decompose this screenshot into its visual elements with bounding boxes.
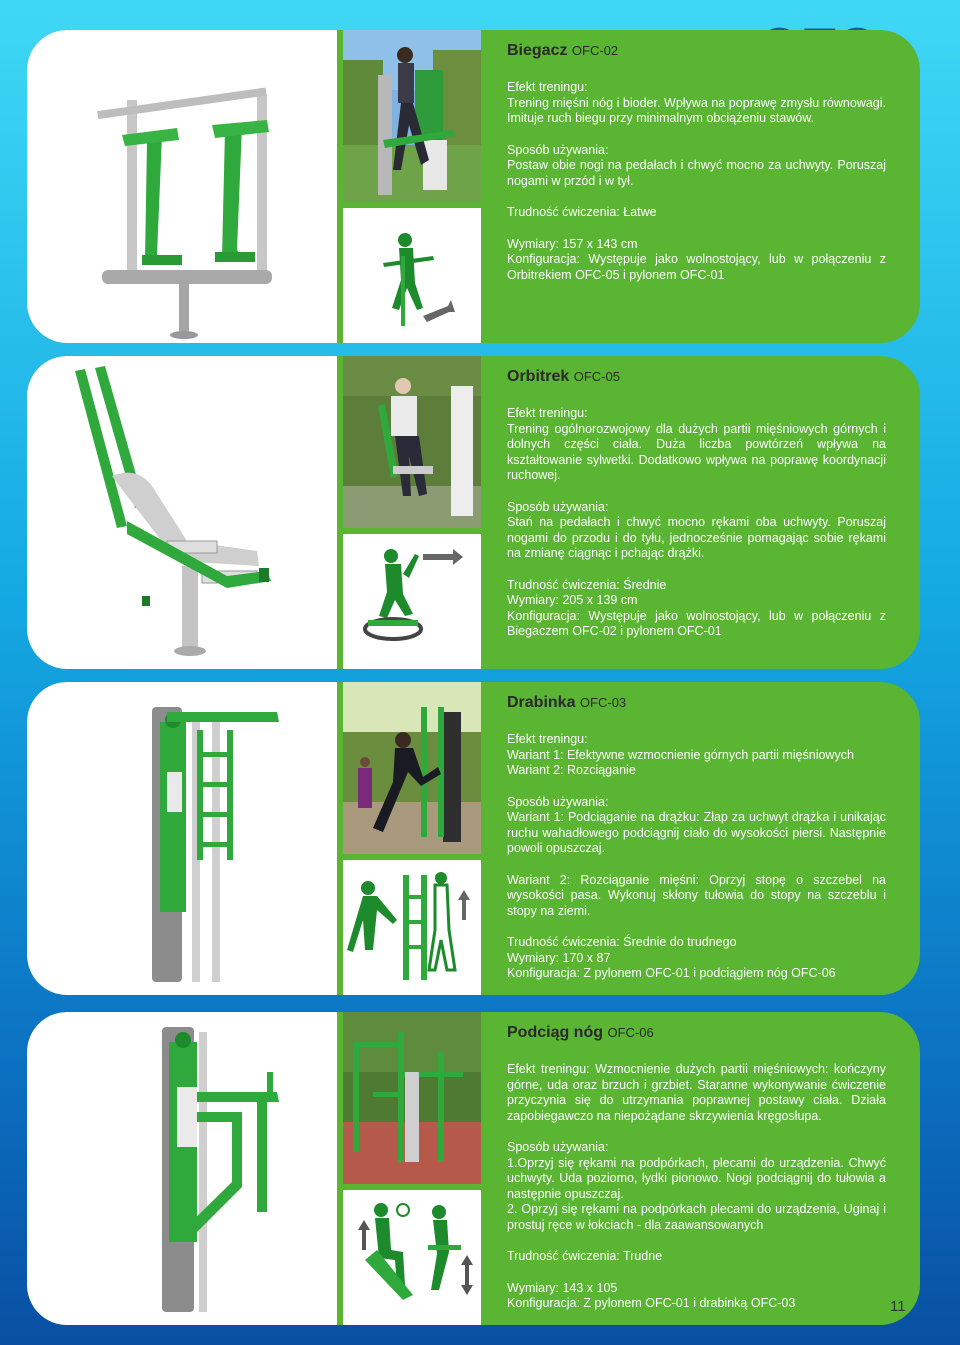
drabinka-render-image bbox=[27, 682, 337, 995]
biegacz-photo bbox=[343, 30, 481, 202]
usage-label: Sposób używania: bbox=[507, 1140, 609, 1154]
configuration: Konfiguracja: Z pylonem OFC-01 i drabinką OFC-03 bbox=[507, 1296, 796, 1310]
product-render-panel bbox=[27, 30, 337, 343]
orbitrek-photo bbox=[343, 356, 481, 528]
usage-text-1: Wariant 1: Podciąganie na drążku: Złap za uchwyt drążka i unikając ruchu wahadłowego podciągnij ciało do wysokości piersi. Następnie powoli opuszczaj. bbox=[507, 810, 886, 855]
product-title: Podciąg nóg OFC-06 bbox=[507, 1024, 654, 1041]
difficulty: Trudność ćwiczenia: Trudne bbox=[507, 1249, 663, 1263]
product-title: Biegacz OFC-02 bbox=[507, 42, 619, 59]
product-card-orbitrek bbox=[27, 356, 920, 669]
biegacz-pictogram bbox=[343, 208, 481, 343]
podciag-photo bbox=[343, 1012, 481, 1184]
difficulty: Trudność ćwiczenia: Średnie do trudnego bbox=[507, 935, 737, 949]
usage-text: Postaw obie nogi na pedałach i chwyć mocno za uchwyty. Poruszaj nogami w przód i w tył. bbox=[507, 158, 886, 188]
podciag-pictogram bbox=[343, 1190, 481, 1325]
training-text: Efekt treningu: Wzmocnienie dużych partii mięśniowych: kończyny górne, uda oraz brzuch i grzbiet. Staranne wykonywanie ćwiczenie przyczynia się do utrzymania poprawnej postawy ciała. Działa zapobiegawczo na niepożądane skrzywienia kręgosłupa. bbox=[507, 1062, 886, 1123]
product-title: Drabinka OFC-03 bbox=[507, 694, 627, 711]
training-variant-1: Wariant 1: Efektywne wzmocnienie górnych partii mięśniowych bbox=[507, 747, 854, 762]
usage-text-2: Wariant 2: Rozciąganie mięśni: Oprzyj stopę o szczebel na wysokości pasa. Wykonuj skłony tułowia do stopy na szczeblu i stopy na ziemi. bbox=[507, 872, 886, 918]
difficulty: Trudność ćwiczenia: Łatwe bbox=[507, 205, 657, 219]
drabinka-photo bbox=[343, 682, 481, 854]
configuration: Konfiguracja: Występuje jako wolnostojący, lub w połączeniu z Orbitrekiem OFC-05 i pylonem OFC-01 bbox=[507, 252, 886, 282]
product-title: Orbitrek OFC-05 bbox=[507, 368, 620, 385]
usage-text-2: 2. Oprzyj się rękami na podpórkach plecami do urządzenia, Uginaj i prostuj ręce w łokciach - dla zaawansowanych bbox=[507, 1202, 886, 1232]
podciag-description bbox=[507, 1012, 886, 1312]
dimensions: Wymiary: 170 x 87 bbox=[507, 950, 611, 965]
usage-label: Sposób używania: bbox=[507, 794, 609, 809]
product-card-biegacz bbox=[27, 30, 920, 343]
difficulty: Trudność ćwiczenia: Średnie bbox=[507, 577, 667, 592]
drabinka-description bbox=[507, 682, 886, 982]
usage-label: Sposób używania: bbox=[507, 499, 609, 514]
product-render-panel bbox=[27, 682, 337, 995]
training-label: Efekt treningu: bbox=[507, 80, 588, 94]
product-render-panel bbox=[27, 1012, 337, 1325]
usage-label: Sposób używania: bbox=[507, 142, 609, 157]
training-label: Efekt treningu: bbox=[507, 732, 588, 746]
orbitrek-description bbox=[507, 356, 886, 640]
product-card-podciag-nog bbox=[27, 1012, 920, 1325]
podciag-render-image bbox=[27, 1012, 337, 1325]
training-text: Trening mięśni nóg i bioder. Wpływa na poprawę zmysłu równowagi. Imituje ruch biegu przy minimalnym obciążeniu stawów. bbox=[507, 95, 886, 125]
drabinka-pictogram bbox=[343, 860, 481, 995]
training-variant-2: Wariant 2: Rozciąganie bbox=[507, 763, 636, 777]
orbitrek-pictogram bbox=[343, 534, 481, 669]
page-number: 11 bbox=[890, 1298, 906, 1315]
product-render-panel bbox=[27, 356, 337, 669]
product-card-drabinka bbox=[27, 682, 920, 995]
configuration: Konfiguracja: Z pylonem OFC-01 i podciągiem nóg OFC-06 bbox=[507, 966, 836, 980]
usage-text-1: 1.Oprzyj się rękami na podpórkach, plecami do urządzenia. Chwyć uchwyty. Uda poziomo, łydki pionowo. Nogi podciągnij do tułowia a następnie opuszczaj. bbox=[507, 1155, 886, 1201]
usage-text: Stań na pedałach i chwyć mocno rękami oba uchwyty. Poruszaj nogami do przodu i do tyłu, jednocześnie pomagając sobie rękami na zmianę ciągnąc i pchając drążki. bbox=[507, 515, 886, 560]
dimensions: Wymiary: 143 x 105 bbox=[507, 1280, 618, 1295]
training-label: Efekt treningu: bbox=[507, 406, 588, 420]
biegacz-render-image bbox=[27, 30, 337, 343]
dimensions: Wymiary: 205 x 139 cm bbox=[507, 593, 638, 607]
orbitrek-render-image bbox=[27, 356, 337, 669]
dimensions: Wymiary: 157 x 143 cm bbox=[507, 236, 638, 251]
training-text: Trening ogólnorozwojowy dla dużych partii mięśniowych górnych i dolnych części ciała. Duża liczba powtórzeń wpływa na kształtowanie sylwetki. Dodatkowo wpływa na poprawę koordynacji ruchowej. bbox=[507, 421, 886, 482]
biegacz-description bbox=[507, 30, 886, 283]
configuration: Konfiguracja: Występuje jako wolnostojący, lub w połączeniu z Biegaczem OFC-02 i pylonem OFC-01 bbox=[507, 608, 886, 638]
